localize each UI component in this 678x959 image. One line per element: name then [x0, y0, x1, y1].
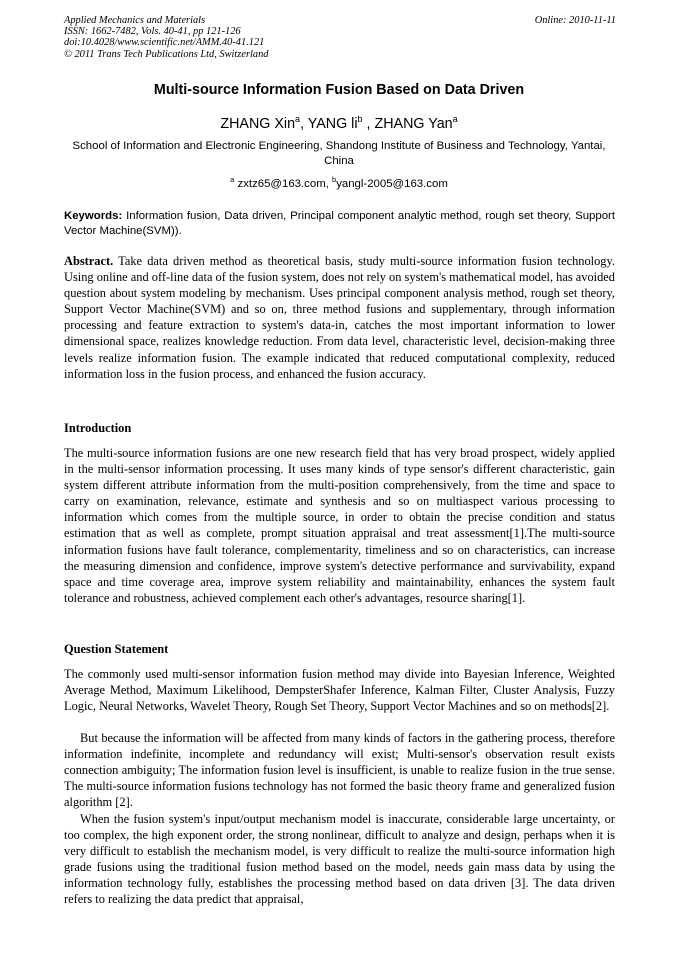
email-line: [0, 175, 678, 190]
author-affiliation-mark: a: [295, 114, 301, 124]
copyright-line: © 2011 Trans Tech Publications Ltd, Switzerland: [64, 48, 269, 60]
question-paragraph-2: But because the information will be affected from many kinds of factors in the gathering process, therefore information indefinite, incomplete and redundancy will exist; Multi-sensor's observation result exists connection ambiguity; The information fusion level is insufficient, is unable to realize fusion in the true sense. The multi-source information fusions technology has not formed the basic theory frame and generalized fusion algorithm [2].: [64, 731, 615, 810]
abstract: [64, 253, 615, 382]
author-name: ZHANG Xin: [220, 115, 296, 132]
email-address: yangl-2005@163.com: [336, 177, 448, 190]
question-paragraph-1: The commonly used multi-sensor information fusion method may divide into Bayesian Inference, Weighted Average Method, Maximum Likelihood, DempsterShafer Inference, Kalman Filter, Cluster Analysis, Fuzzy Logic, Neural Networks, Wavelet Theory, Rough Set Theory, Support Vector Machines and so on methods[2].: [64, 667, 615, 714]
paper-title: Multi-source Information Fusion Based on Data Driven: [153, 82, 525, 98]
author-name: ZHANG Yan: [374, 115, 453, 132]
email-mark: a: [230, 175, 235, 184]
question-paragraph-3: When the fusion system's input/output mechanism model is inaccurate, considerable large uncertainty, or too complex, the high exponent order, the strong nonlinear, difficult to analyze and design, perhaps when it is very difficult to establish the mechanism model, is very difficult to realize the multi-source information high grade fusions using the traditional fusion method based on the model, needs gain mass data by using the information technology fully, establishes the processing method based on data driven [3]. The data driven refers to realizing the data predict that appraisal,: [64, 812, 615, 907]
journal-header: [64, 15, 616, 60]
keywords: [64, 209, 615, 239]
author-affiliation-mark: a: [452, 114, 458, 124]
author-name: YANG li: [307, 115, 358, 132]
abstract-label: Abstract.: [64, 254, 114, 268]
author-affiliation-mark: b: [357, 114, 363, 124]
email-address: zxtz65@163.com,: [234, 177, 333, 190]
online-date: Online: 2010-11-11: [534, 15, 616, 26]
email-mark: b: [332, 175, 337, 184]
journal-name: Applied Mechanics and Materials: [64, 15, 206, 26]
section-heading-question-statement: Question Statement: [64, 642, 169, 656]
keywords-text: Information fusion, Data driven, Principal component analytic method, rough set theory, Support Vector Machine(SVM)).: [64, 210, 615, 237]
section-heading-introduction: Introduction: [64, 421, 132, 435]
doi-line: doi:10.4028/www.scientific.net/AMM.40-41.121: [64, 37, 265, 49]
author-list: [0, 114, 678, 132]
issn-line: ISSN: 1662-7482, Vols. 40-41, pp 121-126: [64, 26, 241, 38]
abstract-text: Take data driven method as theoretical basis, study multi-source information fusion technology. Using online and off-line data of the fusion system, does not rely on system's mathematical model, has avoided question about system modeling by mechanism. Uses principal component analysis method, rough set theory, Support Vector Machine(SVM) and so on, three method fusions and supplementary, through information processing and feature extraction to system's data-in, catches the most important information to lower dimensional space, realizes knowledge reduction. From data level, characteristic level, decision-making three levels realize information fusion. The example indicated that reduced computational complexity, reduced information loss in the fusion process, and enhanced the fusion accuracy.: [64, 254, 615, 381]
affiliation: School of Information and Electronic Engineering, Shandong Institute of Business and Technology, Yantai, China: [72, 140, 606, 167]
author-separator: ,: [362, 115, 375, 132]
introduction-paragraph: The multi-source information fusions are one new research field that has very broad prospect, widely applied in the multi-sensor information processing. It uses many kinds of type sensor's different characteristic, gain system different attribute information from the multi-position comprehensively, from the time and space to carry on examination, relevance, estimate and synthesis and so on multiaspect various processing to information which comes from the multiple source, in order to obtain the precise condition and status estimation that as well as complete, prompt situation appraisal and treat assessment[1].The multi-source information fusions have fault tolerance, complementarity, timeliness and so on characteristics, can increase the measuring dimension and confidence, improve system's detective performance and survivability, expand space and time coverage area, improve system reliability and maintainability, enhances the system fault tolerance and robustness, achieved complement each other's advantages, resource sharing[1].: [64, 446, 615, 605]
author-separator: ,: [300, 115, 308, 132]
keywords-label: Keywords:: [64, 210, 123, 222]
